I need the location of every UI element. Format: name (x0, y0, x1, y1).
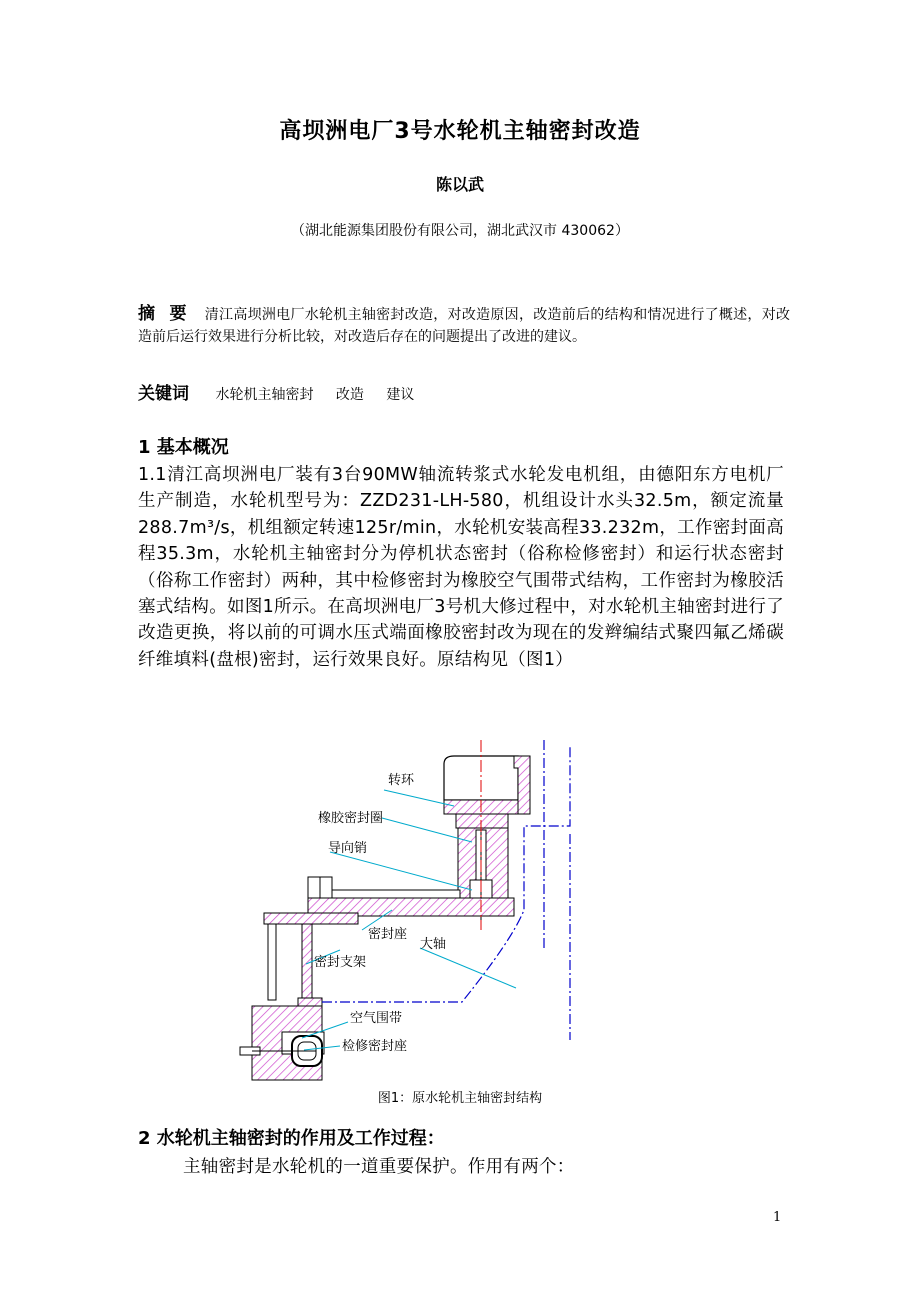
label-main-shaft: 大轴 (420, 937, 447, 952)
abstract-label: 摘 要 (138, 304, 191, 324)
label-guide-pin: 导向销 (328, 841, 368, 856)
label-seal-bracket: 密封支架 (314, 955, 367, 970)
label-seal-seat: 密封座 (368, 927, 408, 942)
seal-structure-figure (232, 740, 592, 1100)
section-heading-2: 2 水轮机主轴密封的作用及工作过程： (138, 1128, 445, 1149)
keyword: 改造 (335, 387, 364, 403)
paper-title: 高坝洲电厂3号水轮机主轴密封改造 (279, 119, 641, 144)
section-1-paragraph: 1.1清江高坝洲电厂装有3台90MW轴流转浆式水轮发电机组，由德阳东方电机厂生产制造，水轮机型号为：ZZD231-LH-580，机组设计水头32.5m，额定流量288.7m³/s，机组额定转速125r/min，水轮机安装高程33.232m，工作密封面高程35.3m，水轮机主轴密封分为停机状态密封（俗称检修密封）和运行状态密封（俗称工作密封）两种，其中检修密封为橡胶空气围带式结构，工作密封为橡胶活塞式结构。如图1所示。在高坝洲电厂3号机大修过程中，对水轮机主轴密封进行了改造更换，将以前的可调水压式端面橡胶密封改为现在的发辫编结式聚四氟乙烯碳纤维填料(盘根)密封，运行效果良好。原结构见（图1） (138, 465, 784, 670)
affiliation: （湖北能源集团股份有限公司，湖北武汉市 430062） (291, 223, 629, 239)
keyword: 建议 (386, 387, 415, 403)
abstract (138, 303, 790, 348)
label-rotating-ring: 转环 (388, 773, 415, 788)
keyword: 水轮机主轴密封 (215, 387, 314, 403)
abstract-text: 清江高坝洲电厂水轮机主轴密封改造，对改造原因，改造前后的结构和情况进行了概述，对改造前后运行效果进行分析比较，对改造后存在的问题提出了改进的建议。 (138, 307, 790, 345)
page-number: 1 (773, 1210, 782, 1225)
author: 陈以武 (435, 175, 484, 194)
label-rubber-seal-ring: 橡胶密封圈 (318, 811, 384, 826)
figure-caption: 图1：原水轮机主轴密封结构 (377, 1091, 543, 1106)
label-maintenance-seal-seat: 检修密封座 (342, 1039, 408, 1054)
keywords (138, 379, 432, 404)
section-2-paragraph: 主轴密封是水轮机的一道重要保护。作用有两个： (183, 1157, 575, 1177)
label-air-band: 空气围带 (350, 1011, 403, 1026)
keywords-label: 关键词 (138, 384, 189, 404)
section-heading-1: 1 基本概况 (138, 437, 229, 458)
